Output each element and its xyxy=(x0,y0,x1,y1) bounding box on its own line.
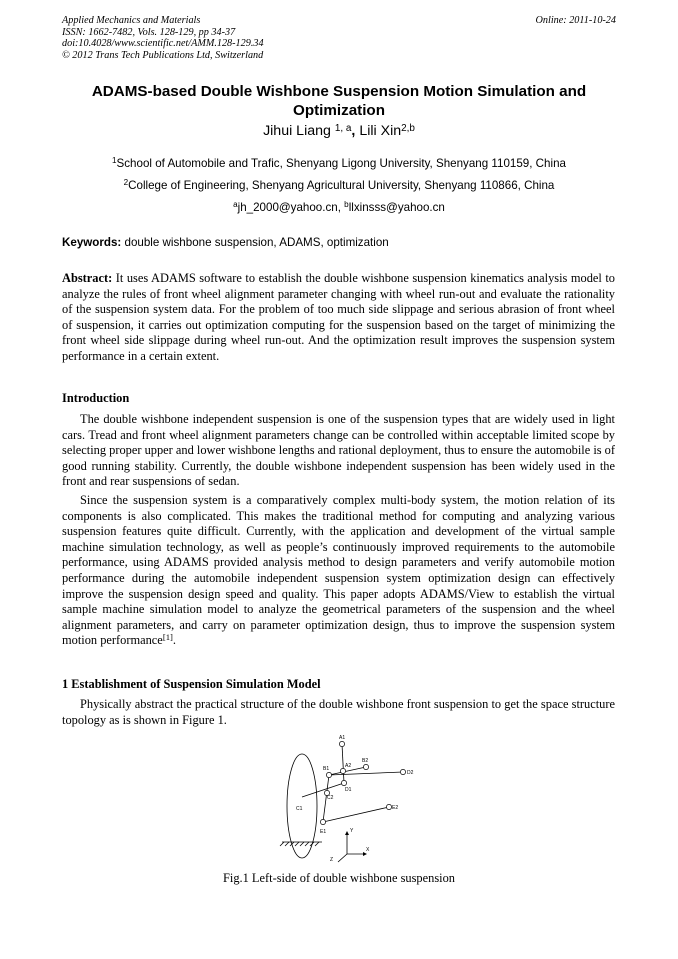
label-d1: D1 xyxy=(345,787,352,793)
abstract xyxy=(62,271,615,365)
label-c2: C2 xyxy=(327,795,334,801)
email-a-sup: a xyxy=(233,200,238,210)
citation-ref[interactable]: [1] xyxy=(162,632,173,643)
joint-a1 xyxy=(339,741,344,746)
label-b2: B2 xyxy=(362,758,369,764)
affiliation-2 xyxy=(62,179,616,193)
joint-e1 xyxy=(320,819,325,824)
author-2: Lili Xin xyxy=(359,123,402,139)
paper-title: ADAMS-based Double Wishbone Suspension Motion Simulation and Optimization xyxy=(91,83,587,119)
joint-b2 xyxy=(363,764,368,769)
lower-arm xyxy=(323,807,389,822)
keywords xyxy=(62,236,616,250)
keywords-text: double wishbone suspension, ADAMS, optimization xyxy=(124,236,389,249)
affiliation-1-sup: 1 xyxy=(112,156,117,166)
email-line xyxy=(62,201,616,215)
joint-b1 xyxy=(326,772,331,777)
intro-paragraph-2-text: Since the suspension system is a comparatively complex multi-body system, the motion relation of its components is also complicated. This makes the traditional method for computing and analyzing various suspension features quite difficult. Currently, with the application and development of the virtual sample machine simulation technology, as well as people’s continuously improved requirements to the automobile performance, using ADAMS provided analysis method to design parameters and verify automobile motion performance during the automobile independent suspension system optimization design can effectively improve the suspension design speed and quality. This paper adopts ADAMS/View to establish the virtual sample machine simulation model to analyze the geometrical parameters of the suspension and the wheel alignment parameters, and carry on parameter optimization design, thus to improve the suspension system motion performance xyxy=(62,493,615,648)
email-a[interactable]: jh_2000@yahoo.cn, xyxy=(237,201,341,214)
label-e2: E2 xyxy=(392,805,399,811)
abstract-text: It uses ADAMS software to establish the double wishbone suspension kinematics analysis model to analyze the rules of front wheel alignment parameter changing with wheel run-out and evaluate the rationality of the suspension system data. For the problem of too much side slippage and serious abrasion of front wheel of suspension, it carries out optimization computing for the suspension based on the target of minimizing the front wheel side slippage during wheel run-out. And the optimization result improves the suspension system performance in a certain extent. xyxy=(62,271,615,363)
affiliation-1 xyxy=(62,157,616,171)
intro-paragraph-2 xyxy=(62,493,615,649)
label-a2: A2 xyxy=(345,763,352,769)
label-d2: D2 xyxy=(407,770,414,776)
author-2-sup: 2,b xyxy=(401,122,415,134)
intro-paragraph-1: The double wishbone independent suspension is one of the suspension types that are widely used in light cars. Tread and front wheel alignment parameters change can be controlled within acceptable limited scope by selecting proper upper and lower wishbone lengths and rational deployment, thus to ensure the automobile is of good running stability. Currently, the double wishbone independent suspension has been widely used in the front and rear suspensions of sedan. xyxy=(62,412,615,489)
label-z: Z xyxy=(330,857,334,863)
email-b-sup: b xyxy=(344,200,349,210)
label-b1: B1 xyxy=(323,766,330,772)
abstract-label: Abstract: xyxy=(62,271,113,285)
label-x: X xyxy=(366,847,370,853)
affiliation-2-sup: 2 xyxy=(123,178,129,188)
author-1: Jihui Liang xyxy=(263,123,331,139)
axis-z xyxy=(338,854,347,862)
figure-1-caption: Fig.1 Left-side of double wishbone suspension xyxy=(223,871,455,885)
issn-line: ISSN: 1662-7482, Vols. 128-129, pp 34-37 xyxy=(62,26,236,38)
keywords-label: Keywords: xyxy=(62,236,122,249)
section-1-heading: 1 Establishment of Suspension Simulation Model xyxy=(62,677,321,691)
tie-rod xyxy=(302,783,344,797)
figure-1-diagram xyxy=(262,730,422,866)
author-1-sup: 1, a xyxy=(334,122,352,134)
joint-e2 xyxy=(386,804,391,809)
introduction-heading: Introduction xyxy=(62,391,130,405)
label-a1: A1 xyxy=(339,735,346,741)
section-1-paragraph: Physically abstract the practical structure of the double wishbone front suspension to get the space structure topology as is shown in Figure 1. xyxy=(62,697,615,727)
axis-y-arrow xyxy=(345,831,349,835)
affiliation-1-text: School of Automobile and Trafic, Shenyang Ligong University, Shenyang 110159, China xyxy=(116,157,566,170)
joint-a2 xyxy=(340,768,345,773)
doi-line: doi:10.4028/www.scientific.net/AMM.128-129.34 xyxy=(62,38,264,50)
running-header xyxy=(62,15,264,61)
joint-d2 xyxy=(400,769,405,774)
affiliation-2-text: College of Engineering, Shenyang Agricultural University, Shenyang 110866, China xyxy=(128,179,555,192)
joint-d1 xyxy=(341,780,346,785)
label-y: Y xyxy=(350,828,354,834)
copyright-line: © 2012 Trans Tech Publications Ltd, Switzerland xyxy=(62,49,264,61)
online-date: Online: 2011-10-24 xyxy=(535,15,616,26)
journal-name: Applied Mechanics and Materials xyxy=(62,15,201,26)
author-line xyxy=(62,122,616,140)
label-c1: C1 xyxy=(296,806,303,812)
intro-paragraph-2-end: . xyxy=(172,633,177,648)
strut-line xyxy=(342,744,344,783)
author-separator: , xyxy=(351,123,356,139)
email-b[interactable]: llxinsss@yahoo.cn xyxy=(348,201,445,214)
ground-hatch xyxy=(280,842,319,846)
label-e1: E1 xyxy=(320,829,327,835)
